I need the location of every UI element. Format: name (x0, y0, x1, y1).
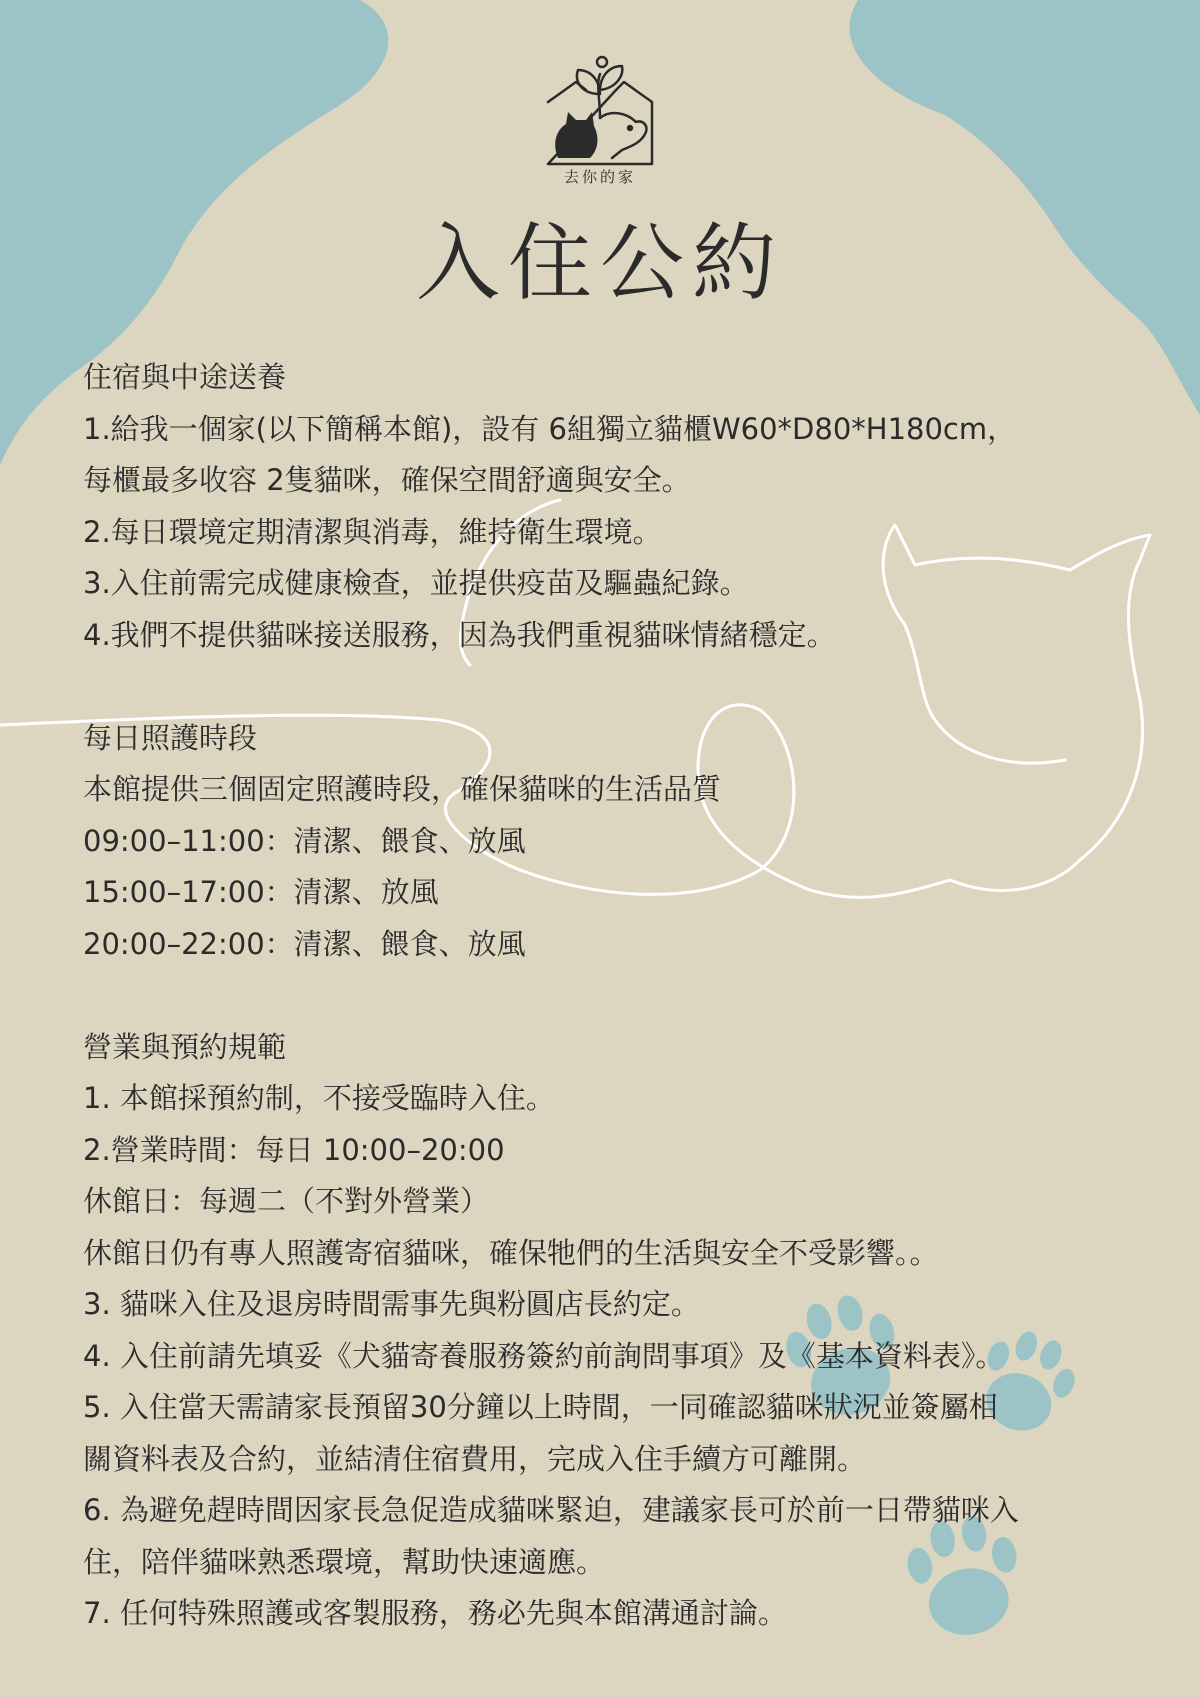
rule-line: 住，陪伴貓咪熟悉環境，幫助快速適應。 (83, 1544, 606, 1579)
rule-line: 2.營業時間：每日 10:00–20:00 (83, 1132, 505, 1167)
rule-line: 每櫃最多收容 2隻貓咪，確保空間舒適與安全。 (83, 463, 691, 497)
rule-line: 3.入住前需完成健康檢查，並提供疫苗及驅蟲紀錄。 (83, 566, 749, 600)
section-gap (83, 661, 1163, 713)
schedule-line: 09:00–11:00：清潔、餵食、放風 (83, 823, 526, 858)
logo-text: 去你的家 (563, 168, 636, 186)
schedule-line: 20:00–22:00：清潔、餵食、放風 (83, 926, 526, 961)
rule-line: 關資料表及合約，並結清住宿費用，完成入住手續方可離開。 (83, 1441, 867, 1476)
rule-line: 休館日：每週二（不對外營業） (83, 1184, 490, 1218)
rule-line: 6. 為避免趕時間因家長急促造成貓咪緊迫，建議家長可於前一日帶貓咪入 (83, 1493, 1019, 1527)
section-daily-care (83, 713, 1163, 971)
rule-line: 3. 貓咪入住及退房時間需事先與粉圓店長約定。 (83, 1287, 700, 1321)
rule-line: 7. 任何特殊照護或客製服務，務必先與本館溝通討論。 (83, 1596, 787, 1630)
rule-line: 4.我們不提供貓咪接送服務，因為我們重視貓咪情緒穩定。 (83, 617, 836, 652)
rule-line: 5. 入住當天需請家長預留30分鐘以上時間，一同確認貓咪狀況並簽屬相 (83, 1390, 998, 1424)
rule-line: 1.給我一個家(以下簡稱本館)，設有 6組獨立貓櫃W60*D80*H180cm， (83, 411, 1017, 446)
rule-line: 1. 本館採預約制，不接受臨時入住。 (83, 1081, 555, 1115)
section-heading: 每日照護時段 (83, 720, 258, 755)
rule-line: 本館提供三個固定照護時段，確保貓咪的生活品質 (83, 772, 722, 806)
section-heading: 住宿與中途送養 (83, 360, 287, 394)
section-heading: 營業與預約規範 (83, 1029, 287, 1064)
rule-line: 2.每日環境定期清潔與消毒，維持衛生環境。 (83, 514, 662, 549)
section-lodging (83, 352, 1163, 661)
rule-line: 4. 入住前請先填妥《犬貓寄養服務簽約前詢問事項》及《基本資料表》。 (83, 1338, 1005, 1373)
schedule-line: 15:00–17:00：清潔、放風 (83, 875, 439, 909)
page-title: 入住公約 (415, 214, 784, 312)
section-booking (83, 1022, 1163, 1640)
section-gap (83, 970, 1163, 1022)
content (83, 352, 1163, 1640)
rule-line: 休館日仍有專人照護寄宿貓咪，確保牠們的生活與安全不受影響。。 (83, 1235, 939, 1270)
